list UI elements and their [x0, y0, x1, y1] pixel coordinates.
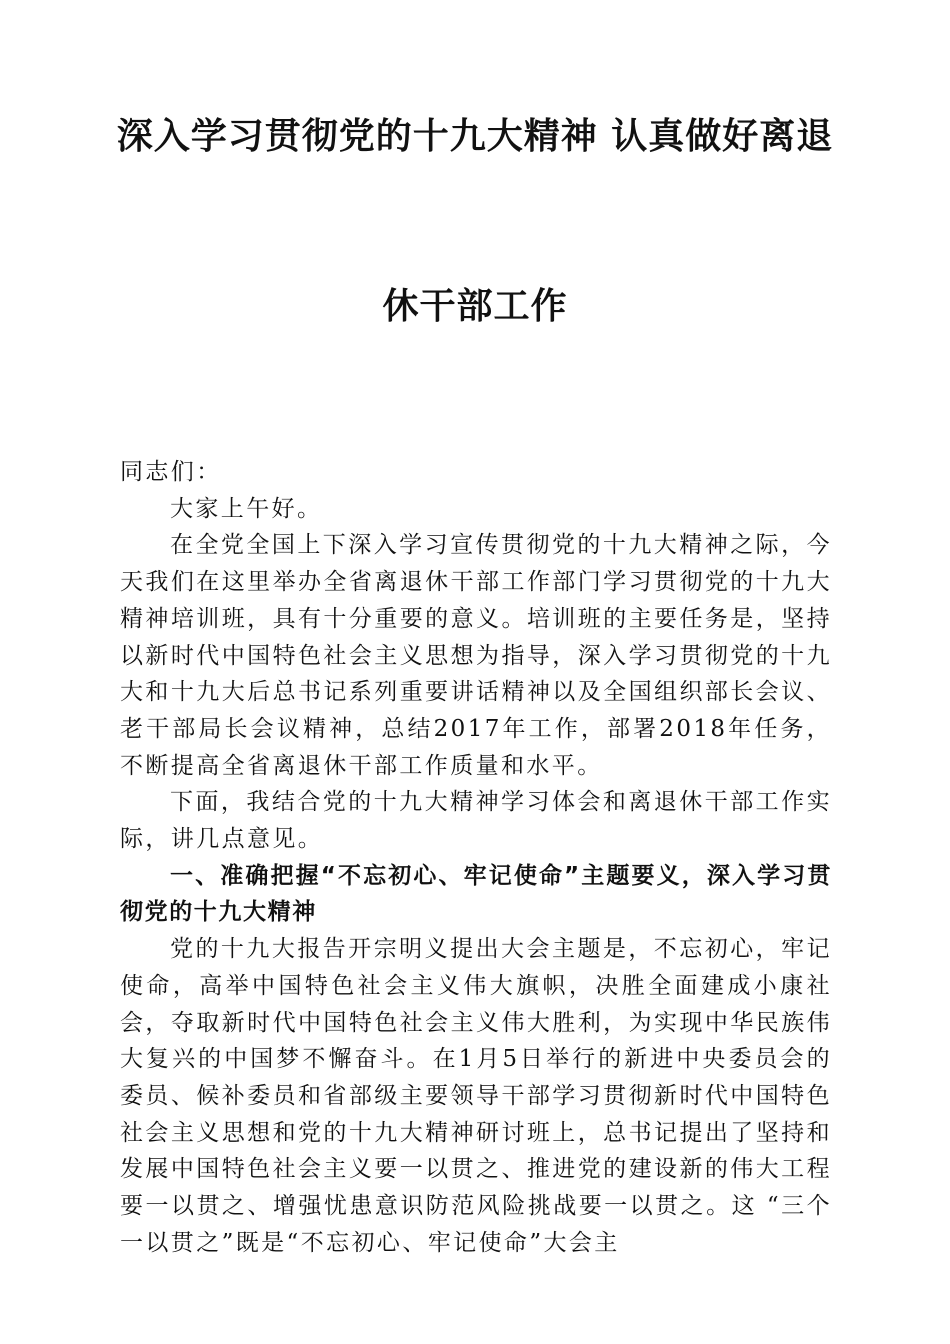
paragraph-1: 在全党全国上下深入学习宣传贯彻党的十九大精神之际，今天我们在这里举办全省离退休干部工作部门学习贯彻党的十九大精神培训班，具有十分重要的意义。培训班的主要任务是，坚持以新时代中国特色社会主义思想为指导，深入学习贯彻党的十九大和十九大后总书记系列重要讲话精神以及全国组织部长会议、老干部局长会议精神，总结2017年工作，部署2018年任务，不断提高全省离退休干部工作质量和水平。: [120, 532, 832, 779]
document-title-line-1: 深入学习贯彻党的十九大精神 认真做好离退: [116, 116, 834, 157]
document-body: [120, 454, 832, 1261]
paragraph-2: 下面，我结合党的十九大精神学习体会和离退休干部工作实际，讲几点意见。: [120, 789, 832, 853]
section-heading-1: 一、准确把握“不忘初心、牢记使命”主题要义，深入学习贯彻党的十九大精神: [120, 862, 832, 926]
document-title-line-2: 休干部工作: [382, 286, 568, 327]
greeting: 大家上午好。: [170, 495, 323, 522]
salutation: 同志们：: [120, 459, 222, 485]
paragraph-3: 党的十九大报告开宗明义提出大会主题是，不忘初心，牢记使命，高举中国特色社会主义伟大旗帜，决胜全面建成小康社会，夺取新时代中国特色社会主义伟大胜利，为实现中华民族伟大复兴的中国梦不懈奋斗。在1月5日举行的新进中央委员会的委员、候补委员和省部级主要领导干部学习贯彻新时代中国特色社会主义思想和党的十九大精神研讨班上，总书记提出了坚持和发展中国特色社会主义要一以贯之、推进党的建设新的伟大工程要一以贯之、增强忧患意识防范风险挑战要一以贯之。这 “三个一以贯之”既是“不忘初心、牢记使命”大会主: [120, 936, 832, 1256]
